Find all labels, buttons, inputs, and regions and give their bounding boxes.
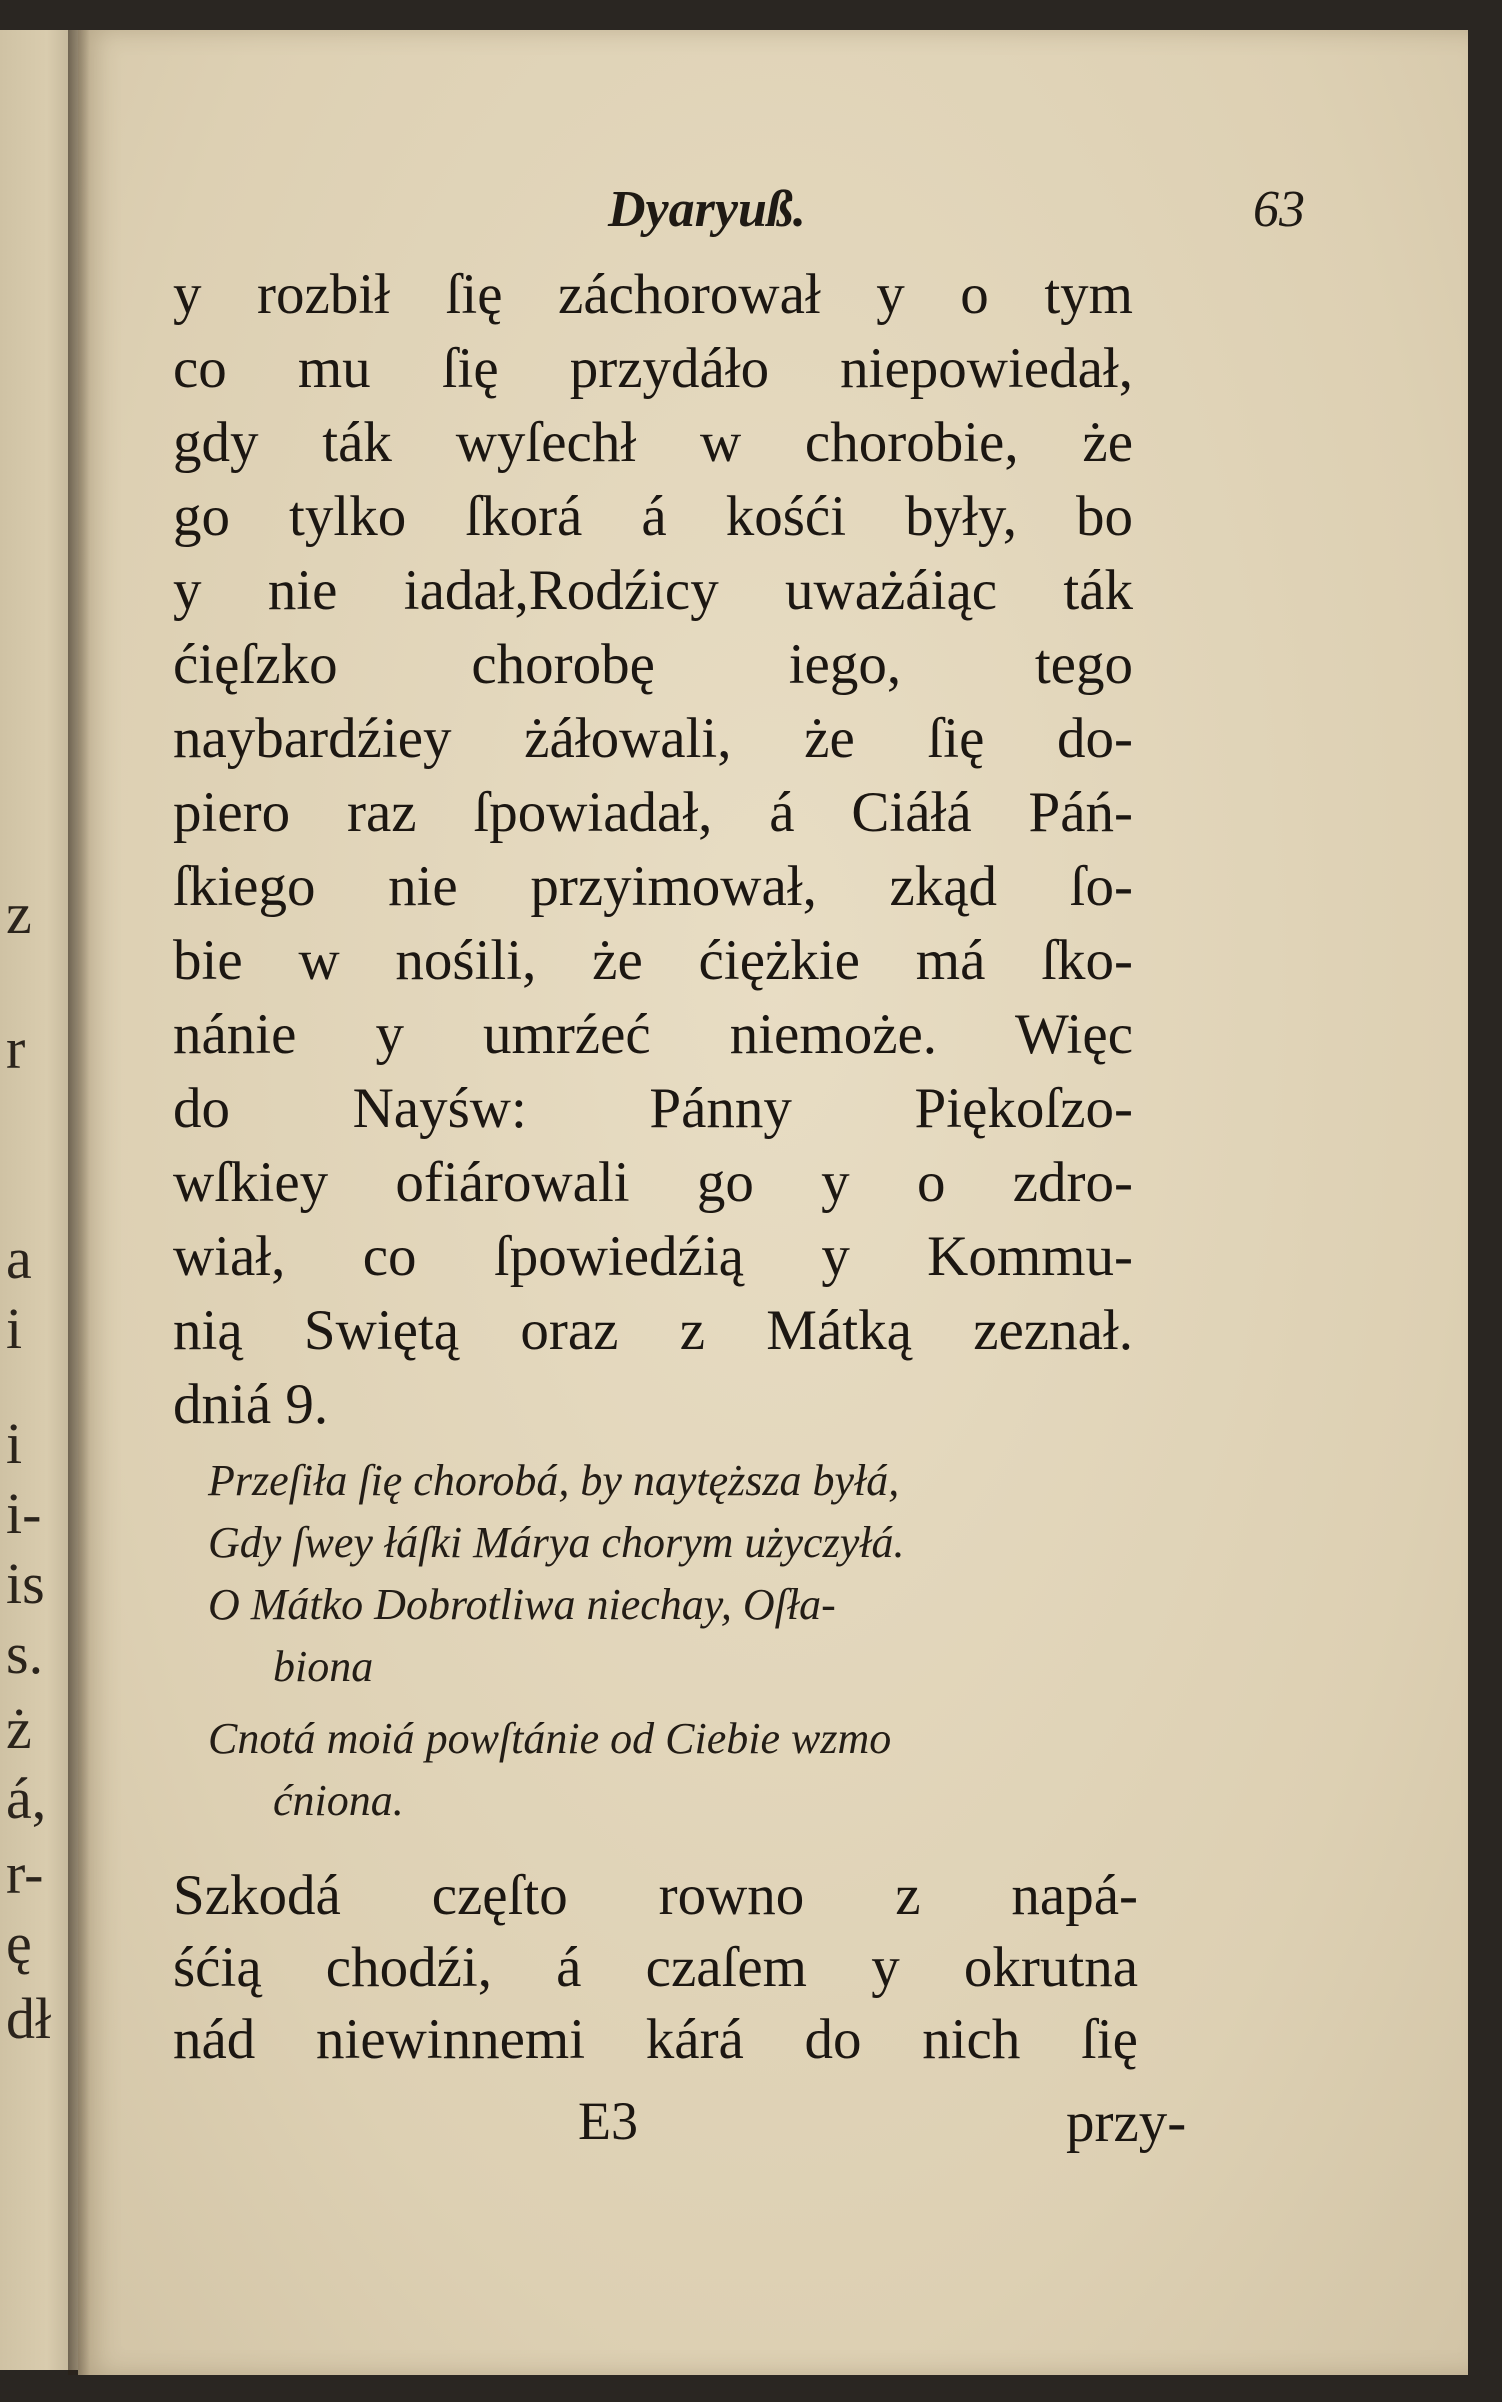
text-line: co mu ſię przydáło niepowiedał, (173, 337, 1133, 400)
margin-fragment: á, (6, 1766, 47, 1831)
verse-line: Gdy ſwey łáſki Márya chorym użyczyłá. (208, 1518, 905, 1567)
text-line: go tylko ſkorá á kośći były, bo (173, 485, 1133, 548)
facing-page-edge (0, 30, 78, 2370)
margin-fragment: dł (6, 1986, 52, 2051)
verse-line: O Mátko Dobrotliwa niechay, Oſła- (208, 1580, 836, 1629)
margin-fragment: s. (6, 1621, 44, 1686)
catchword: przy- (1066, 2091, 1187, 2154)
verse-line: Przeſiła ſię chorobá, by naytęższa byłá, (208, 1456, 900, 1505)
text-line: wiał, co ſpowiedźią y Kommu- (173, 1225, 1133, 1288)
text-line: śćią chodźi, á czaſem y okrutna (173, 1936, 1138, 1999)
verse-line: ćniona. (273, 1776, 404, 1825)
verse-line: Cnotá moiá powſtánie od Ciebie wzmo (208, 1714, 892, 1763)
margin-fragment: ż (6, 1696, 32, 1761)
verse-block (208, 1450, 1138, 1832)
margin-fragment: r (6, 1016, 26, 1081)
margin-fragment: i (6, 1411, 23, 1476)
text-line: dniá 9. (173, 1373, 329, 1436)
text-line: y rozbił ſię záchorował y o tym (173, 263, 1133, 326)
margin-fragment: i- (6, 1481, 42, 1546)
text-line: ſkiego nie przyimował, zkąd ſo- (173, 855, 1133, 918)
signature-mark: E3 (578, 2091, 638, 2151)
text-line: nád niewinnemi kárá do nich ſię (173, 2008, 1138, 2071)
text-line: nánie y umrźeć niemoże. Więc (173, 1003, 1133, 1066)
text-line: piero raz ſpowiadał, á Ciáłá Páń- (173, 781, 1133, 844)
body-paragraph (173, 258, 1133, 1442)
margin-fragment: z (6, 881, 32, 946)
text-line: nią Swiętą oraz z Mátką zeznał. (173, 1299, 1133, 1362)
margin-fragment: ę (6, 1911, 32, 1976)
text-line: gdy ták wyſechł w chorobie, że (173, 411, 1133, 474)
gutter-shadow (68, 30, 90, 2375)
running-head: Dyaryuß. (608, 181, 806, 238)
text-line: do Nayśw: Pánny Piękoſzo- (173, 1077, 1133, 1140)
book-page (78, 30, 1468, 2375)
text-line: Szkodá częſto rowno z napá- (173, 1864, 1138, 1927)
second-paragraph (173, 1860, 1138, 2076)
margin-fragment: r- (6, 1841, 44, 1906)
margin-fragment: a (6, 1226, 32, 1291)
margin-fragment: i (6, 1296, 23, 1361)
text-line: naybardźiey żáłowali, że ſię do- (173, 707, 1133, 770)
verse-line: biona (273, 1642, 374, 1691)
text-line: bie w nośili, że ćiężkie má ſko- (173, 929, 1133, 992)
text-line: y nie iadał,Rodźicy uważáiąc ták (173, 559, 1133, 622)
text-line: wſkiey ofiárowali go y o zdro- (173, 1151, 1133, 1214)
page-number: 63 (1253, 181, 1305, 238)
margin-fragment: is (6, 1551, 45, 1616)
text-line: ćięſzko chorobę iego, tego (173, 633, 1133, 696)
